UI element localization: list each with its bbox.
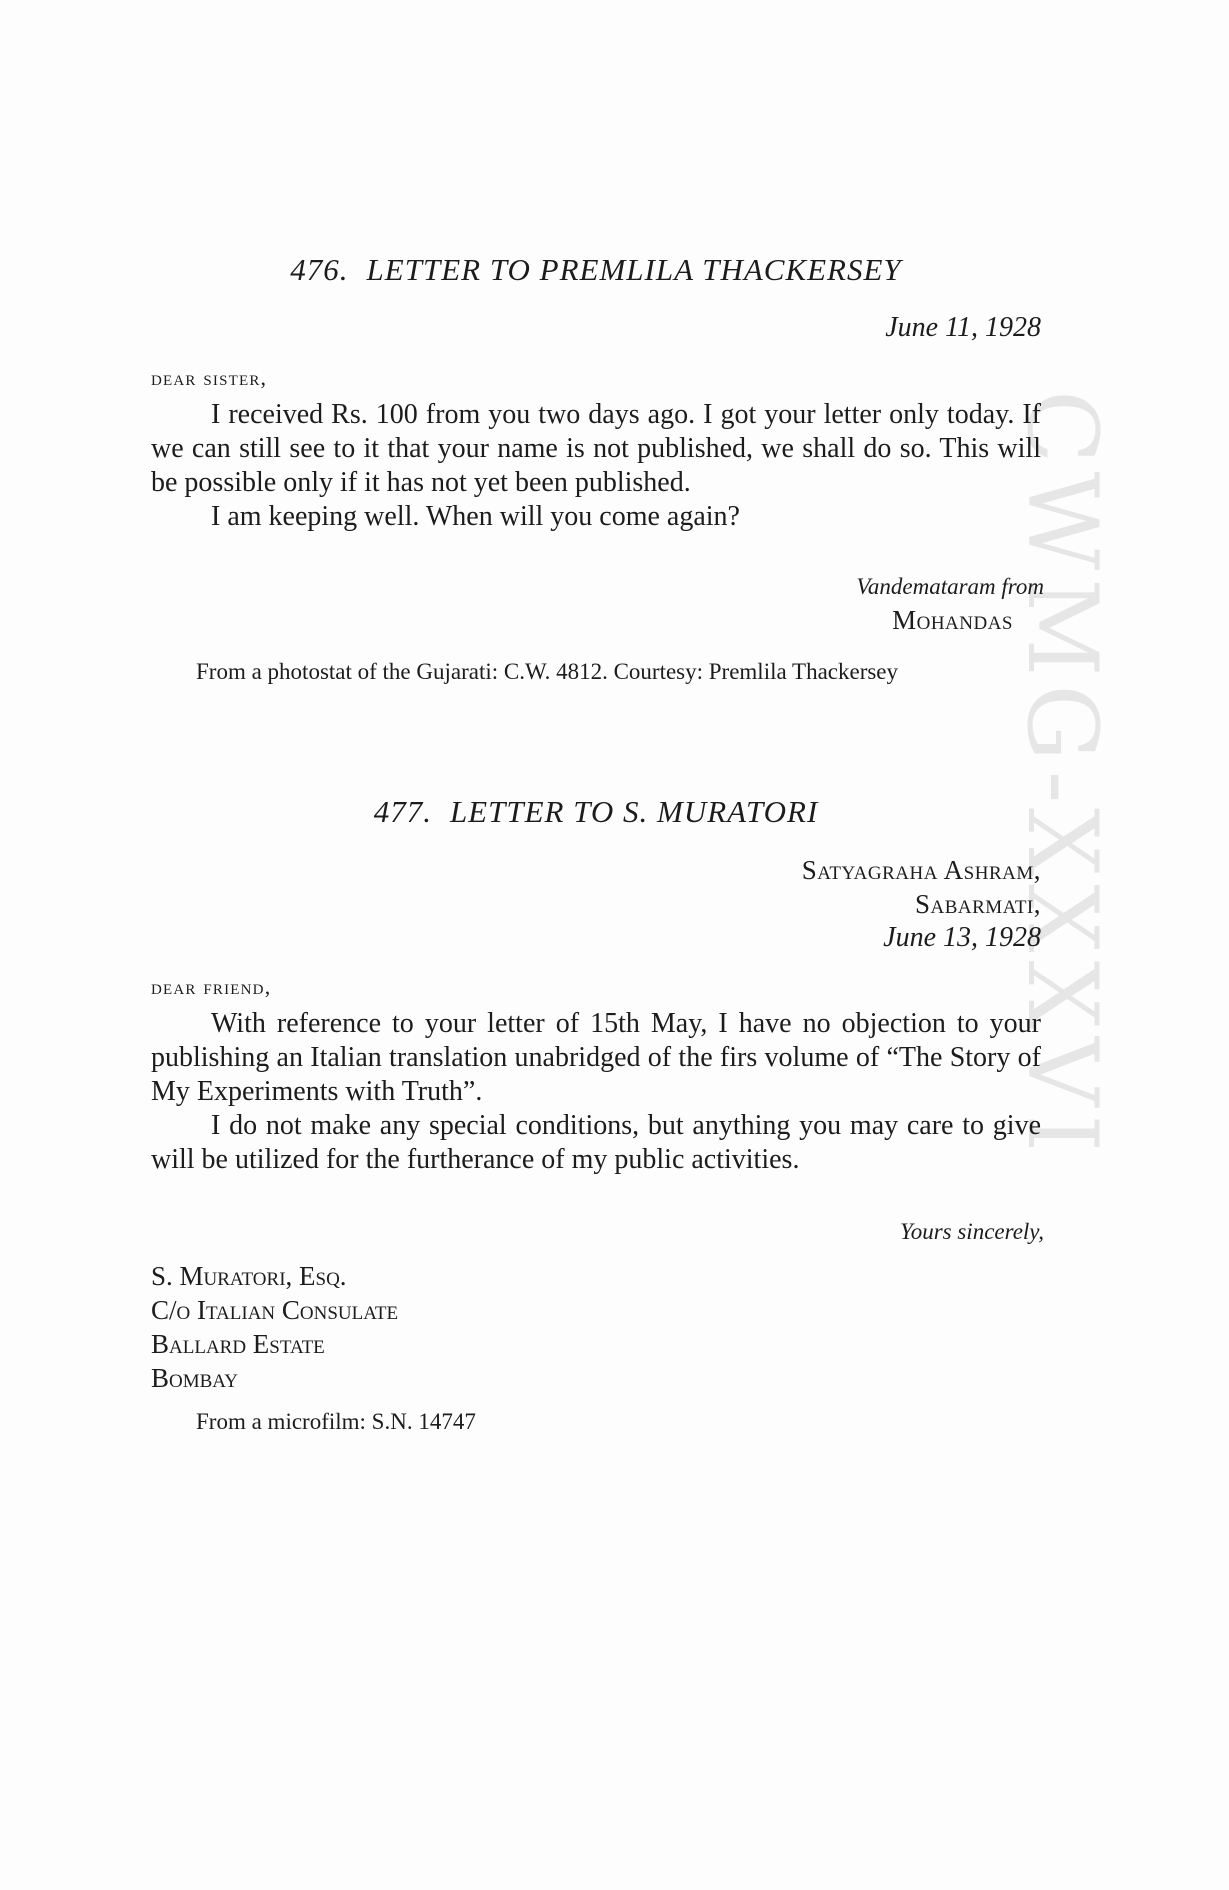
watermark: CWMG-XXXVI bbox=[1006, 390, 1118, 1161]
recipient-line-2: C/o Italian Consulate bbox=[151, 1295, 399, 1325]
letter-477-body bbox=[151, 1007, 1041, 1177]
letter-477-paragraph-2: I do not make any special conditions, but anything you may care to give will be utilized for the furtherance of my public activities. bbox=[151, 1110, 1041, 1175]
letter-476-heading bbox=[151, 252, 1041, 288]
letter-477-number: 477. bbox=[373, 794, 432, 829]
letter-476-closing: Vandemataram from bbox=[856, 574, 1044, 599]
letter-477-paragraph-1: With reference to your letter of 15th May, I have no objection to your publishing an Italian translation unabridged of the firs volume of “The Story of My Experiments with Truth”. bbox=[151, 1008, 1041, 1107]
letter-476-title: LETTER TO PREMLILA THACKERSEY bbox=[366, 252, 902, 287]
letter-476-paragraph-2: I am keeping well. When will you come again? bbox=[211, 501, 740, 532]
letter-477-title: LETTER TO S. MURATORI bbox=[449, 794, 819, 829]
letter-477-closing: Yours sincerely, bbox=[900, 1219, 1044, 1244]
letter-477-address-line-2: Sabarmati, bbox=[915, 889, 1041, 919]
letter-476-date: June 11, 1928 bbox=[885, 312, 1041, 343]
letter-476-number: 476. bbox=[290, 252, 349, 287]
letter-476-source: From a photostat of the Gujarati: C.W. 4812. Courtesy: Premlila Thackersey bbox=[196, 659, 899, 684]
letter-476-salutation: dear sister, bbox=[151, 365, 268, 390]
recipient-line-1: S. Muratori, Esq. bbox=[151, 1261, 347, 1291]
letter-477-heading bbox=[151, 794, 1041, 830]
recipient-line-4: Bombay bbox=[151, 1363, 238, 1393]
recipient-line-3: Ballard Estate bbox=[151, 1329, 325, 1359]
letter-477-salutation: dear friend, bbox=[151, 974, 272, 999]
letter-477-recipient-address bbox=[151, 1259, 398, 1395]
letter-476-paragraph-1: I received Rs. 100 from you two days ago. I got your letter only today. If we can still see to it that your name is not published, we shall do so. This will be possible only if it has not yet been published. bbox=[151, 399, 1041, 498]
letter-477-source: From a microfilm: S.N. 14747 bbox=[196, 1409, 476, 1434]
letter-477-address-line-1: Satyagraha Ashram, bbox=[801, 855, 1041, 885]
letter-477-date: June 13, 1928 bbox=[883, 922, 1041, 953]
letter-476-signature: Mohandas bbox=[892, 605, 1013, 635]
letter-476-body bbox=[151, 398, 1041, 534]
